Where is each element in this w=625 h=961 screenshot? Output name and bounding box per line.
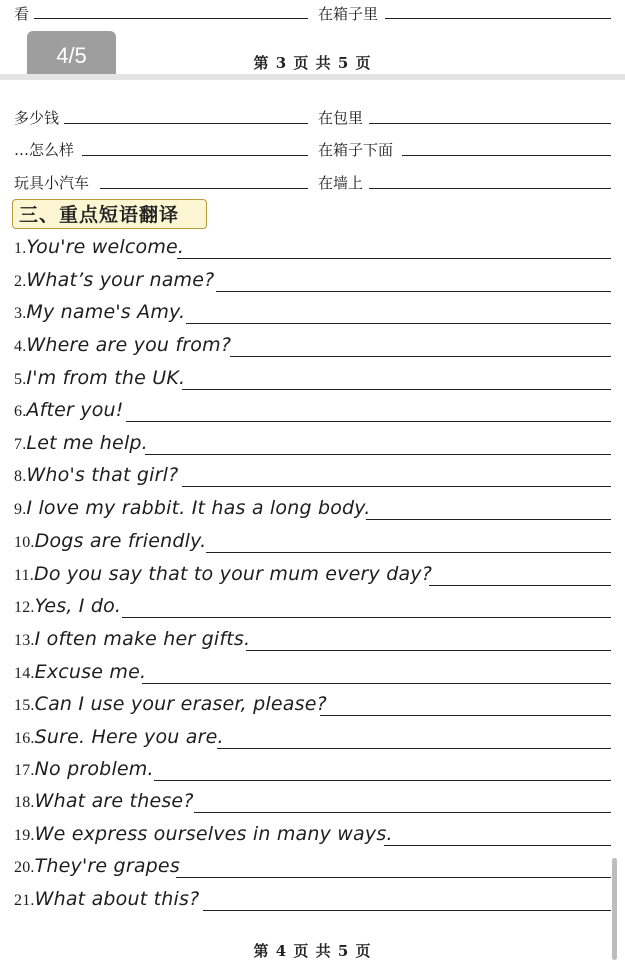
translation-item (0, 462, 625, 490)
answer-line (203, 910, 611, 911)
item-text: 9.I love my rabbit. It has a long body. (14, 497, 371, 519)
answer-line (369, 123, 611, 124)
translation-item (0, 821, 625, 849)
scrollbar[interactable] (612, 858, 617, 960)
answer-line (217, 748, 611, 749)
answer-line (142, 683, 611, 684)
answer-line (230, 356, 611, 357)
translation-item (0, 691, 625, 719)
translation-item (0, 267, 625, 295)
vocab-left-label: 看 (14, 5, 30, 23)
item-text: 17.No problem. (14, 758, 154, 780)
item-text: 13.I often make her gifts. (14, 628, 251, 650)
answer-line (182, 486, 611, 487)
vocab-row (0, 139, 625, 161)
answer-line (206, 552, 611, 553)
item-text: 11.Do you say that to your mum every day? (14, 563, 433, 585)
translation-item (0, 234, 625, 262)
page-footer: 第 4 页 共 5 页 (253, 942, 372, 960)
translation-item (0, 397, 625, 425)
item-text: 4.Where are you from? (14, 334, 232, 356)
vocab-right-label: 在包里 (318, 109, 364, 127)
answer-line (186, 323, 611, 324)
answer-line (385, 18, 611, 19)
previous-page-vocab-row (0, 0, 625, 22)
answer-line (64, 123, 308, 124)
item-text: 12.Yes, I do. (14, 595, 122, 617)
item-text: 16.Sure. Here you are. (14, 726, 224, 748)
item-text: 21.What about this? (14, 888, 200, 910)
translation-item (0, 495, 625, 523)
translation-item (0, 853, 625, 881)
answer-line (194, 812, 611, 813)
answer-line (122, 617, 611, 618)
answer-line (176, 877, 611, 878)
vocab-right-label: 在箱子下面 (318, 141, 394, 159)
section-title: 三、重点短语翻译 (12, 199, 207, 229)
translation-item (0, 724, 625, 752)
answer-line (154, 780, 611, 781)
answer-line (402, 155, 611, 156)
answer-line (246, 650, 611, 651)
vocab-row (0, 172, 625, 194)
translation-item (0, 788, 625, 816)
item-text: 15.Can I use your eraser, please? (14, 693, 327, 715)
translation-item (0, 756, 625, 784)
vocab-row (0, 107, 625, 129)
answer-line (177, 258, 611, 259)
item-text: 14.Excuse me. (14, 661, 147, 683)
answer-line (126, 421, 611, 422)
vocab-right-label: 在箱子里 (318, 5, 379, 23)
translation-item (0, 561, 625, 589)
item-text: 10.Dogs are friendly. (14, 530, 207, 552)
translation-item (0, 626, 625, 654)
answer-line (320, 715, 611, 716)
answer-line (100, 188, 308, 189)
item-text: 6.After you! (14, 399, 124, 421)
answer-line (182, 389, 611, 390)
translation-item (0, 886, 625, 914)
translation-item (0, 593, 625, 621)
item-text: 8.Who's that girl? (14, 464, 179, 486)
answer-line (145, 454, 611, 455)
item-text: 5.I'm from the UK. (14, 367, 186, 389)
answer-line (429, 585, 611, 586)
answer-line (384, 845, 611, 846)
vocab-left-label: …怎么样 (14, 141, 75, 159)
translation-item (0, 365, 625, 393)
item-text: 2.What’s your name? (14, 269, 215, 291)
item-text: 3.My name's Amy. (14, 301, 186, 323)
vocab-left-label: 多少钱 (14, 109, 60, 127)
previous-page-footer: 第 3 页 共 5 页 (253, 54, 372, 72)
translation-item (0, 299, 625, 327)
translation-item (0, 659, 625, 687)
vocab-right-label: 在墙上 (318, 174, 364, 192)
item-text: 20.They're grapes (14, 855, 180, 877)
item-text: 7.Let me help. (14, 432, 148, 454)
translation-item (0, 332, 625, 360)
item-text: 19.We express ourselves in many ways. (14, 823, 393, 845)
page-indicator-badge: 4/5 (27, 31, 116, 80)
item-text: 1.You're welcome. (14, 236, 185, 258)
answer-line (216, 291, 611, 292)
translation-item (0, 430, 625, 458)
answer-line (369, 188, 611, 189)
vocab-left-label: 玩具小汽车 (14, 174, 90, 192)
translation-item (0, 528, 625, 556)
answer-line (34, 18, 308, 19)
answer-line (366, 519, 611, 520)
item-text: 18.What are these? (14, 790, 194, 812)
page-divider (0, 74, 625, 80)
answer-line (82, 155, 308, 156)
